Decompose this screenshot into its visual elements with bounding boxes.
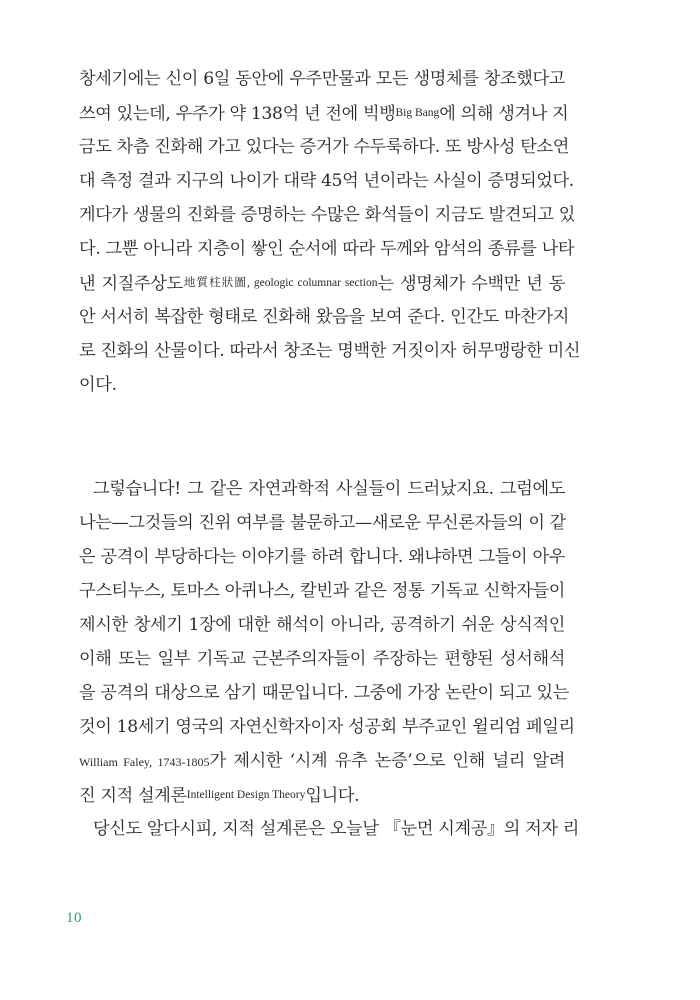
annotation: William Faley, 1743-1805 <box>79 755 210 769</box>
paragraph-1 <box>79 62 581 402</box>
text-line <box>79 778 565 812</box>
annotation: Intelligent Design Theory <box>186 789 306 801</box>
text-segment: 은 공격이 부당하다는 이야기를 하려 합니다. 왜냐하면 그들이 아우 <box>79 547 565 567</box>
text-line <box>79 96 569 130</box>
text-segment: 대 측정 결과 지구의 나이가 대략 45억 년이라는 사실이 증명되었다. <box>79 171 574 191</box>
text-line <box>79 608 565 642</box>
text-segment: 이다. <box>79 375 117 395</box>
text-segment: 게다가 생물의 진화를 증명하는 수많은 화석들이 지금도 발견되고 있 <box>79 205 575 225</box>
text-line <box>79 812 580 846</box>
text-segment: 창세기에는 신이 6일 동안에 우주만물과 모든 생명체를 창조했다고 <box>79 69 565 89</box>
text-segment: 금도 차츰 진화해 가고 있다는 증거가 수두룩하다. 또 방사성 탄소연 <box>79 137 569 157</box>
paragraph-2 <box>79 472 580 846</box>
text-line <box>79 62 565 96</box>
text-line <box>79 368 565 402</box>
text-segment: 로 진화의 산물이다. 따라서 창조는 명백한 거짓이자 허무맹랑한 미신 <box>79 341 581 361</box>
text-line <box>79 164 574 198</box>
text-segment: 에 의해 생겨나 지 <box>439 104 569 124</box>
text-segment: 는 생명체가 수백만 년 동 <box>377 274 565 294</box>
text-line <box>79 300 569 334</box>
text-line <box>79 232 575 266</box>
text-segment: 낸 지질주상도 <box>79 274 183 294</box>
text-line <box>79 574 565 608</box>
text-segment: 구스티누스, 토마스 아퀴나스, 칼빈과 같은 정통 기독교 신학자들이 <box>79 581 565 601</box>
text-line <box>79 198 575 232</box>
text-segment: 그렇습니다! 그 같은 자연과학적 사실들이 드러났지요. 그럼에도 <box>93 479 565 499</box>
text-line <box>79 676 569 710</box>
text-line <box>79 130 569 164</box>
text-segment: 이해 또는 일부 기독교 근본주의자들이 주장하는 편향된 성서해석 <box>79 649 565 669</box>
annotation: 地質柱狀圖, geologic columnar section <box>182 277 378 289</box>
text-segment: 것이 18세기 영국의 자연신학자이자 성공회 부주교인 윌리엄 페일리 <box>79 717 575 737</box>
text-segment: 진 지적 설계론 <box>79 786 187 806</box>
page-number: 10 <box>66 910 82 926</box>
text-line <box>79 334 581 368</box>
text-segment: 입니다. <box>305 786 360 806</box>
text-segment: 을 공격의 대상으로 삼기 때문입니다. 그중에 가장 논란이 되고 있는 <box>79 683 569 703</box>
text-line <box>79 472 565 506</box>
text-line <box>79 506 565 540</box>
text-segment: 안 서서히 복잡한 형태로 진화해 왔음을 보여 준다. 인간도 마찬가지 <box>79 307 569 327</box>
text-line <box>79 710 575 744</box>
text-segment: 당신도 알다시피, 지적 설계론은 오늘날 『눈먼 시계공』의 저자 리 <box>93 819 580 839</box>
text-line <box>79 266 565 300</box>
text-line <box>79 540 565 574</box>
annotation: Big Bang <box>395 107 440 119</box>
text-segment: 쓰여 있는데, 우주가 약 138억 년 전에 빅뱅 <box>79 104 396 124</box>
text-line <box>79 642 565 676</box>
text-segment: 가 제시한 ‘시계 유추 논증’으로 인해 널리 알려 <box>209 751 565 771</box>
text-segment: 제시한 창세기 1장에 대한 해석이 아니라, 공격하기 쉬운 상식적인 <box>79 615 565 635</box>
text-line <box>79 744 565 778</box>
text-segment: 나는—그것들의 진위 여부를 불문하고—새로운 무신론자들의 이 같 <box>79 513 566 533</box>
text-segment: 다. 그뿐 아니라 지층이 쌓인 순서에 따라 두께와 암석의 종류를 나타 <box>79 239 575 259</box>
